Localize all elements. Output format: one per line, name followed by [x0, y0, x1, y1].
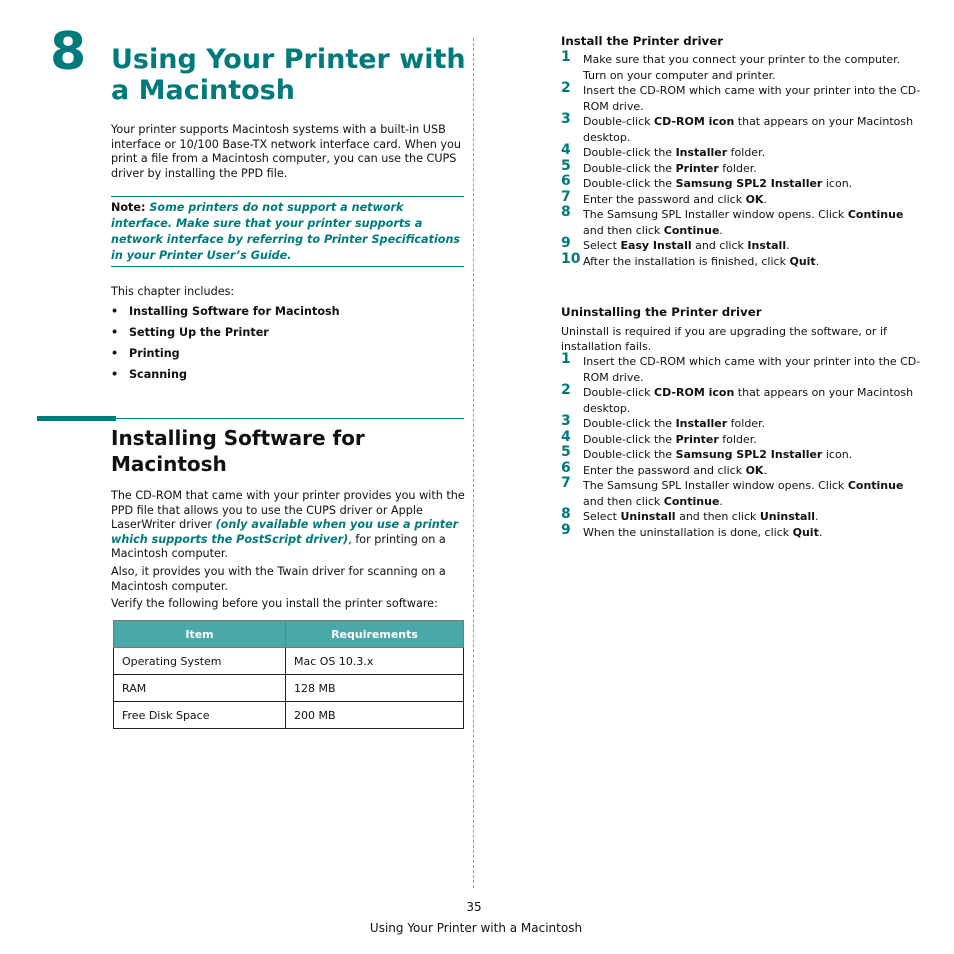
step-text: icon. [822, 177, 853, 190]
toc-item-label: Printing [129, 347, 180, 360]
step-bold: Continue [847, 479, 904, 492]
step-bold: Uninstall [620, 510, 676, 523]
list-item [561, 506, 921, 525]
step-text: . [818, 525, 823, 539]
note-text: Some printers do not support a network interface. Make sure that your printer supports a network interface by referring to Printer Specifications in your Printer User’s Guide. [111, 201, 461, 262]
list-item [561, 157, 921, 177]
note-rule-bottom [111, 266, 464, 267]
step-number: 7 [561, 188, 571, 205]
step-bold: Continue [663, 494, 720, 508]
section-paragraph-3: Verify the following before you install the printer software: [111, 597, 438, 610]
bullet-icon: • [111, 368, 119, 381]
table-cell: 128 MB [286, 675, 464, 702]
table-cell: 200 MB [286, 702, 464, 729]
step-text: . [815, 510, 819, 523]
intro-paragraph: Your printer supports Macintosh systems with a built-in USB interface or 10/100 Base-TX network interface card. When you print a file from a Macintosh computer, you can use the CUPS driver by installing the PPD file. [111, 123, 461, 180]
list-item [561, 413, 921, 432]
step-bold: Printer [675, 161, 719, 175]
step-text: and then click [583, 223, 664, 237]
step-text: Double-click the [583, 417, 676, 430]
list-item [561, 521, 921, 541]
step-number: 8 [561, 506, 571, 522]
table-header-item: Item [114, 621, 286, 648]
table-row [114, 675, 464, 702]
step-number: 5 [561, 157, 571, 174]
step-text: The Samsung SPL Installer window opens. Click [583, 208, 848, 221]
step-text: Enter the password and click [583, 463, 746, 477]
p1-highlight: (only available when you use a printer which supports the PostScript driver) [111, 518, 459, 546]
page-number: 35 [466, 900, 482, 914]
step-number: 10 [561, 250, 581, 267]
install-heading: Install the Printer driver [561, 34, 724, 48]
step-text: Make sure that you connect your printer to the computer. Turn on your computer and printer. [583, 53, 901, 82]
step-text: folder. [727, 146, 766, 159]
step-text: Select [583, 239, 621, 252]
table-cell: Mac OS 10.3.x [286, 648, 464, 675]
step-bold: Install [747, 239, 787, 252]
step-bold: CD-ROM icon [654, 386, 735, 399]
toc-item-label: Setting Up the Printer [129, 326, 269, 339]
table-header-requirements: Requirements [286, 621, 464, 648]
step-bold: Printer [675, 432, 719, 446]
step-bold: Samsung SPL2 Installer [675, 177, 823, 190]
uninstall-steps-list [561, 351, 921, 540]
toc-item-label: Scanning [129, 368, 187, 381]
step-text: The Samsung SPL Installer window opens. Click [583, 479, 848, 492]
step-number: 6 [561, 173, 571, 189]
step-number: 2 [561, 80, 571, 96]
uninstall-heading: Uninstalling the Printer driver [561, 305, 762, 319]
step-text: Double-click the [583, 432, 676, 446]
toc-item-label: Installing Software for Macintosh [129, 305, 340, 318]
step-bold: Continue [663, 223, 720, 237]
install-steps-list [561, 49, 921, 269]
section-accent-bar [37, 416, 116, 421]
list-item [561, 444, 921, 463]
bullet-icon: • [111, 305, 119, 318]
requirements-table [113, 620, 464, 729]
list-item [561, 235, 921, 254]
step-text: Insert the CD-ROM which came with your printer into the CD-ROM drive. [583, 355, 921, 384]
note-rule-top [111, 196, 464, 197]
step-text: Insert the CD-ROM which came with your printer into the CD-ROM drive. [583, 84, 921, 113]
step-text: and then click [675, 510, 760, 523]
step-number: 5 [561, 444, 571, 460]
step-text: After the installation is finished, click [583, 254, 790, 268]
chapter-includes-label: This chapter includes: [111, 285, 235, 298]
table-row [114, 648, 464, 675]
step-text: and then click [583, 494, 664, 508]
step-bold: Continue [847, 208, 904, 221]
list-item [561, 250, 921, 270]
step-text: . [719, 223, 723, 237]
list-item [561, 382, 921, 416]
step-bold: OK [745, 463, 764, 477]
toc-item[interactable] [111, 325, 340, 346]
step-bold: Quit [792, 525, 819, 539]
step-number: 3 [561, 413, 571, 429]
step-text: that appears on your Macintosh desktop. [583, 386, 914, 415]
list-item [561, 142, 921, 161]
table-header-row [114, 621, 464, 648]
table-cell: Operating System [114, 648, 286, 675]
step-text: that appears on your Macintosh desktop. [583, 115, 914, 144]
p1-text-a: The CD-ROM that came with your printer provides you with the PPD file that allows you to use the CUPS driver or Apple LaserWriter driver [111, 489, 465, 531]
step-number: 4 [561, 428, 571, 445]
step-bold: Easy Install [620, 239, 692, 252]
list-item [561, 49, 921, 83]
footer-title: Using Your Printer with a Macintosh [369, 921, 583, 935]
list-item [561, 475, 921, 509]
step-number: 3 [561, 111, 571, 127]
step-number: 4 [561, 142, 571, 158]
toc-list [111, 304, 340, 388]
step-bold: OK [745, 192, 764, 206]
step-text: Double-click the [583, 161, 676, 175]
step-text: . [763, 192, 767, 206]
bullet-icon: • [111, 326, 119, 339]
list-item [561, 351, 921, 385]
section-rule [116, 418, 464, 419]
section-paragraph-2: Also, it provides you with the Twain driver for scanning on a Macintosh computer. [111, 565, 446, 593]
step-text: . [786, 239, 790, 252]
step-text: Double-click [583, 386, 655, 399]
step-number: 1 [561, 49, 571, 65]
step-number: 6 [561, 459, 571, 476]
step-text: . [719, 494, 723, 508]
chapter-title: Using Your Printer with a Macintosh [111, 44, 466, 106]
step-number: 7 [561, 475, 571, 491]
note-box [111, 200, 463, 264]
list-item [561, 459, 921, 479]
step-text: Double-click the [583, 177, 676, 190]
toc-item[interactable] [111, 346, 340, 367]
chapter-number: 8 [50, 22, 87, 82]
table-row [114, 702, 464, 729]
list-item [561, 111, 921, 145]
toc-item[interactable] [111, 304, 340, 325]
step-text: folder. [727, 417, 766, 430]
step-number: 1 [561, 351, 571, 367]
table-cell: RAM [114, 675, 286, 702]
list-item [561, 173, 921, 192]
step-number: 8 [561, 204, 571, 220]
p1-text-b: , for printing on a Macintosh computer. [111, 532, 446, 560]
step-text: folder. [718, 161, 757, 175]
bullet-icon: • [111, 347, 119, 360]
step-text: Enter the password and click [583, 192, 746, 206]
step-bold: Quit [789, 254, 816, 268]
step-text: folder. [718, 432, 757, 446]
step-number: 9 [561, 521, 571, 538]
list-item [561, 428, 921, 448]
step-bold: Samsung SPL2 Installer [675, 448, 823, 461]
step-text: When the uninstallation is done, click [583, 525, 793, 539]
step-bold: CD-ROM icon [654, 115, 735, 128]
table-cell: Free Disk Space [114, 702, 286, 729]
section-heading: Installing Software for Macintosh [111, 426, 365, 476]
step-text: Double-click the [583, 448, 676, 461]
list-item [561, 204, 921, 238]
step-text: . [763, 463, 767, 477]
step-text: Double-click the [583, 146, 676, 159]
list-item [561, 188, 921, 208]
step-bold: Installer [675, 417, 728, 430]
step-bold: Uninstall [759, 510, 816, 523]
step-text: . [815, 254, 820, 268]
list-item [561, 80, 921, 114]
step-number: 9 [561, 235, 571, 251]
section-paragraph-1 [111, 489, 465, 562]
toc-item[interactable] [111, 367, 340, 388]
step-bold: Installer [675, 146, 728, 159]
step-text: Select [583, 510, 621, 523]
uninstall-intro: Uninstall is required if you are upgrading the software, or if installation fails. [561, 325, 887, 353]
step-text: Double-click [583, 115, 655, 128]
note-label: Note: [111, 201, 146, 214]
step-number: 2 [561, 382, 571, 398]
step-text: icon. [822, 448, 853, 461]
column-divider [473, 38, 474, 888]
step-text: and click [691, 239, 748, 252]
